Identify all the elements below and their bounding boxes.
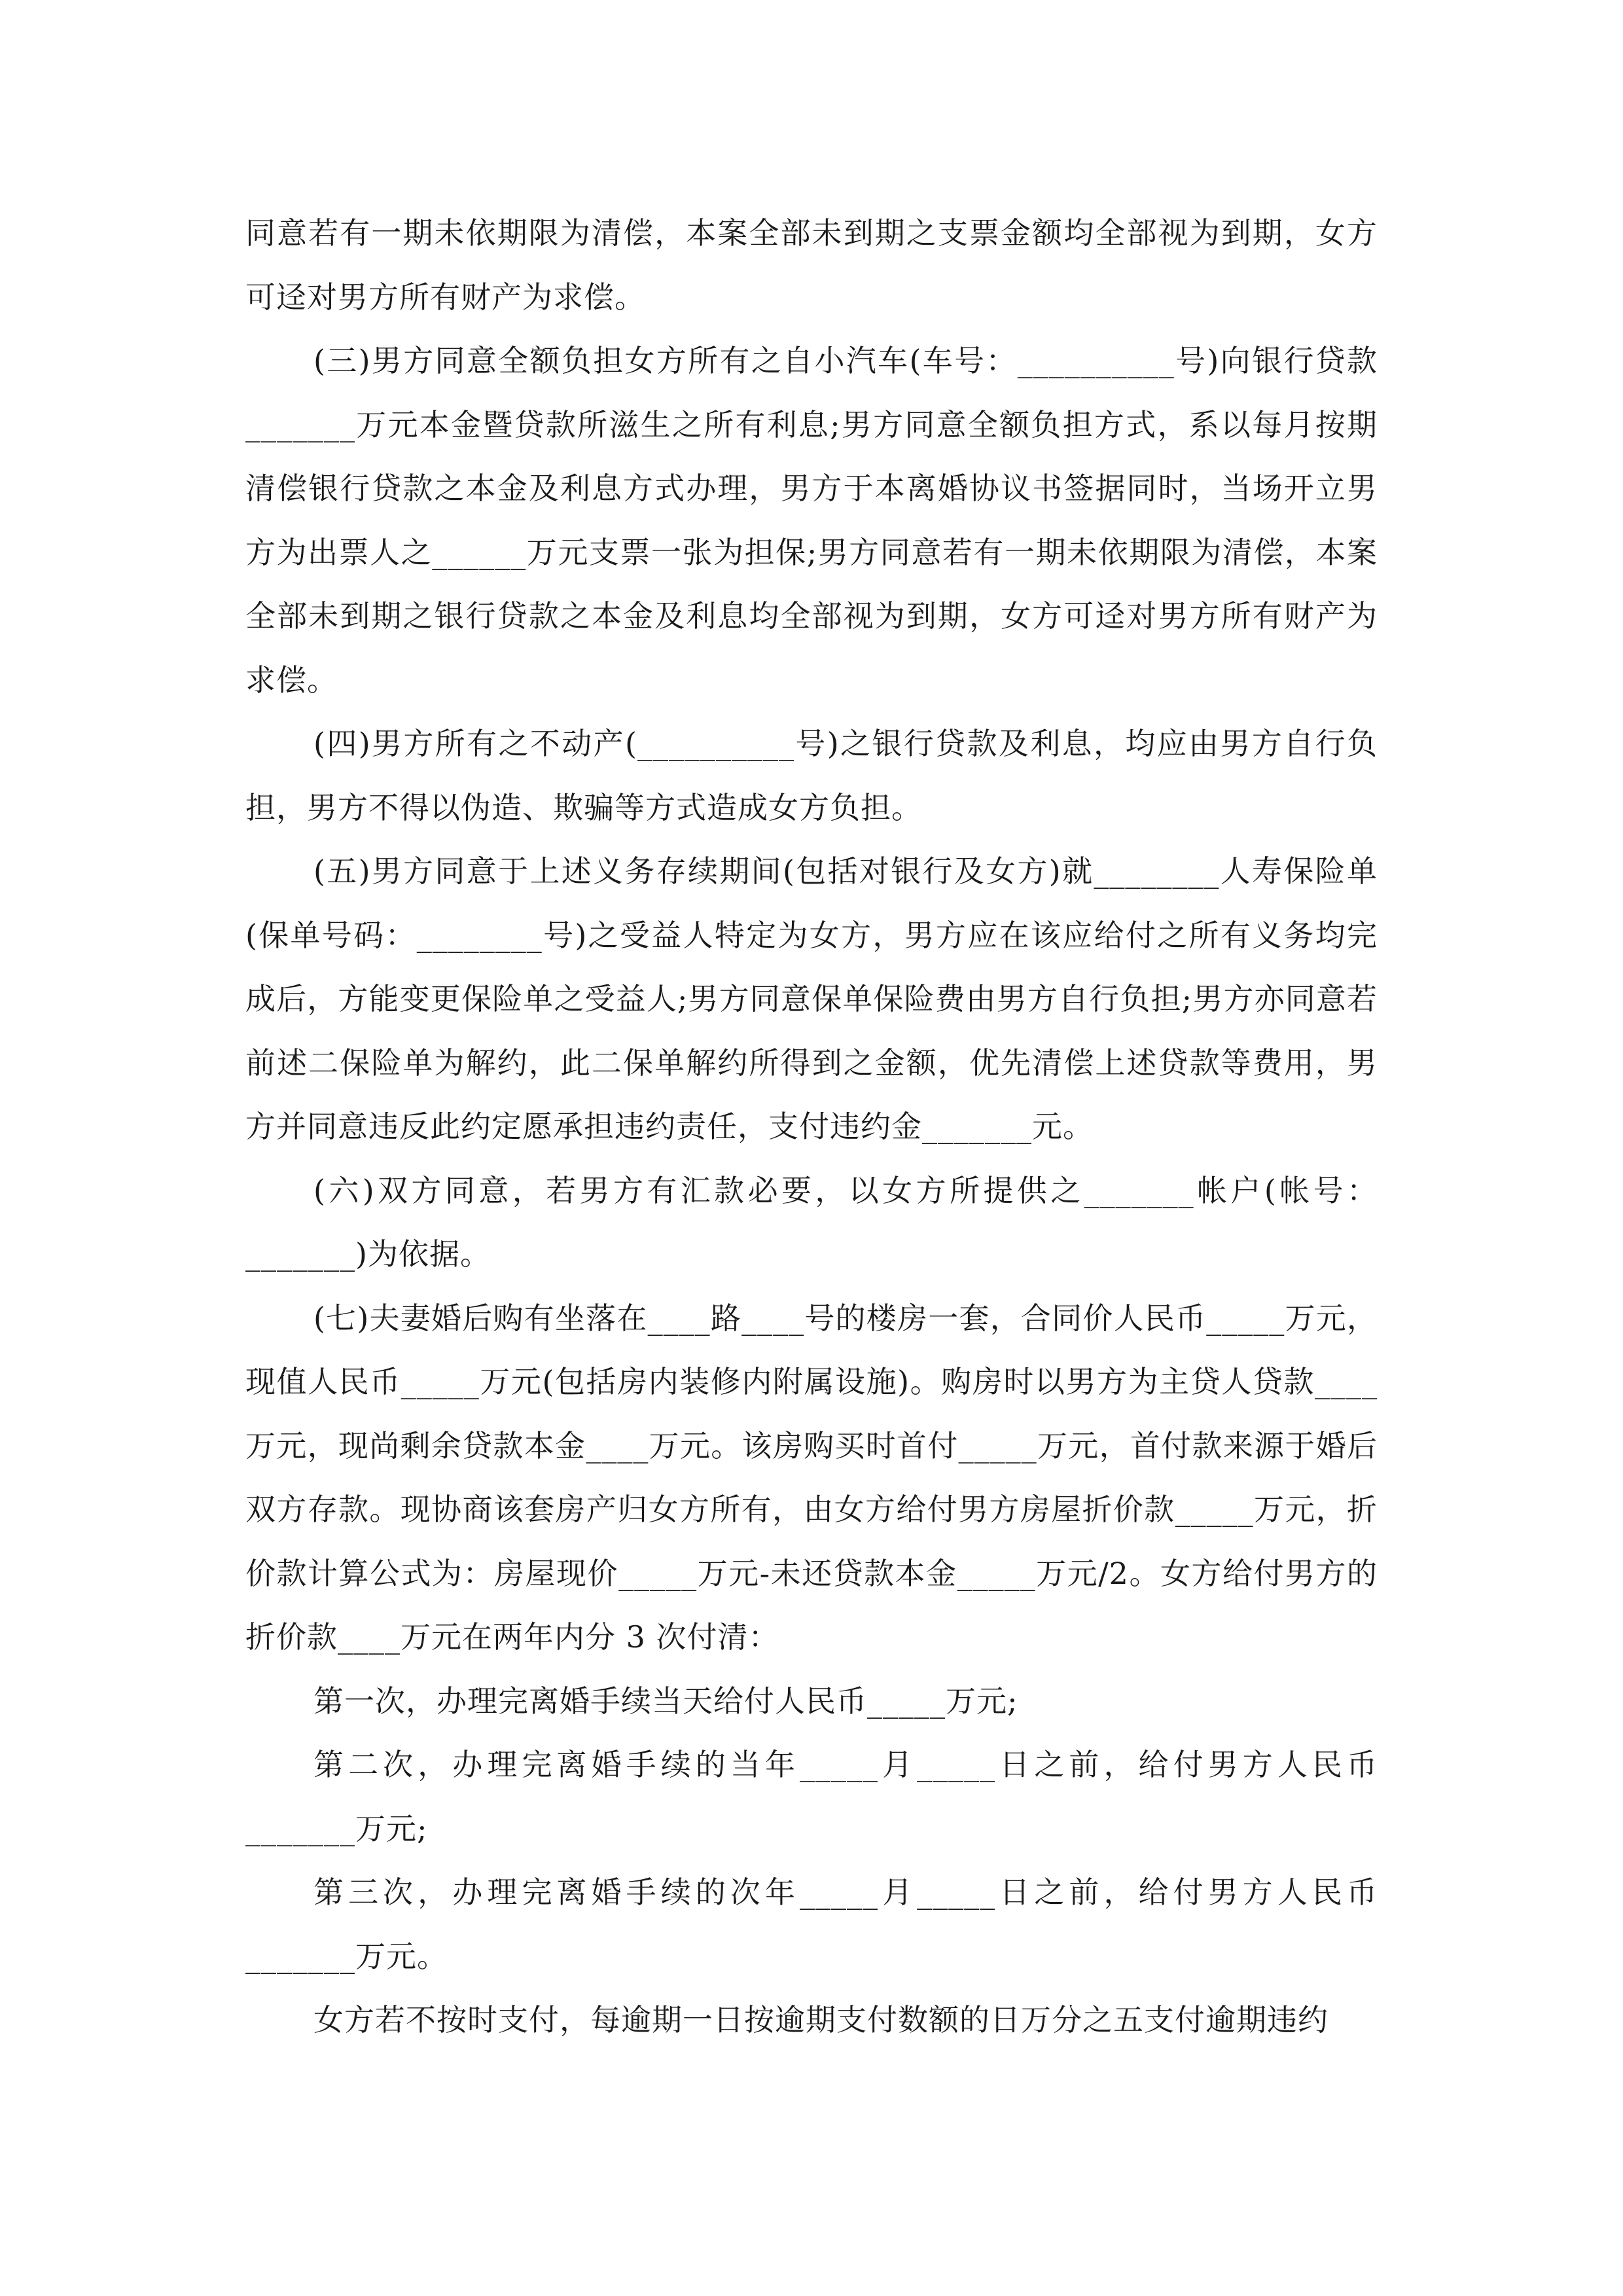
paragraph-clause-6: (六)双方同意，若男方有汇款必要，以女方所提供之_______帐户(帐号：_______)为依据。 [245, 1172, 1378, 1272]
paragraph-clause-3: (三)男方同意全额负担女方所有之自小汽车(车号：__________号)向银行贷款_______万元本金暨贷款所滋生之所有利息;男方同意全额负担方式，系以每月按期清偿银行贷款之本金及利息方式办理，男方于本离婚协议书签据同时，当场开立男方为出票人之______万元支票一张为担保;男方同意若有一期未依期限为清偿，本案全部未到期之银行贷款之本金及利息均全部视为到期，女方可迳对男方所有财产为求偿。 [245, 343, 1378, 698]
paragraph-payment-1: 第一次，办理完离婚手续当天给付人民币_____万元; [313, 1683, 1018, 1719]
document-page [245, 202, 1378, 2053]
paragraph-payment-2: 第二次，办理完离婚手续的当年_____月_____日之前，给付男方人民币_______万元; [245, 1747, 1378, 1846]
paragraph-continuation: 同意若有一期未依期限为清偿，本案全部未到期之支票金额均全部视为到期，女方可迳对男方所有财产为求偿。 [245, 215, 1378, 315]
paragraph-clause-4: (四)男方所有之不动产(__________号)之银行贷款及利息，均应由男方自行负担，男方不得以伪造、欺骗等方式造成女方负担。 [245, 726, 1378, 825]
paragraph-late-payment: 女方若不按时支付，每逾期一日按逾期支付数额的日万分之五支付逾期违约 [313, 2002, 1329, 2037]
paragraph-payment-3: 第三次，办理完离婚手续的次年_____月_____日之前，给付男方人民币_______万元。 [245, 1874, 1378, 1974]
paragraph-clause-7: (七)夫妻婚后购有坐落在____路____号的楼房一套，合同价人民币_____万元，现值人民币_____万元(包括房内装修内附属设施)。购房时以男方为主贷人贷款____万元，现尚剩余贷款本金____万元。该房购买时首付_____万元，首付款来源于婚后双方存款。现协商该套房产归女方所有，由女方给付男方房屋折价款_____万元，折价款计算公式为：房屋现价_____万元-未还贷款本金_____万元/2。女方给付男方的折价款____万元在两年内分 3 次付清： [245, 1300, 1378, 1655]
paragraph-clause-5: (五)男方同意于上述义务存续期间(包括对银行及女方)就________人寿保险单(保单号码：________号)之受益人特定为女方，男方应在该应给付之所有义务均完成后，方能变更保险单之受益人;男方同意保单保险费由男方自行负担;男方亦同意若前述二保险单为解约，此二保单解约所得到之金额，优先清偿上述贷款等费用，男方并同意违反此约定愿承担违约责任，支付违约金_______元。 [245, 853, 1378, 1144]
